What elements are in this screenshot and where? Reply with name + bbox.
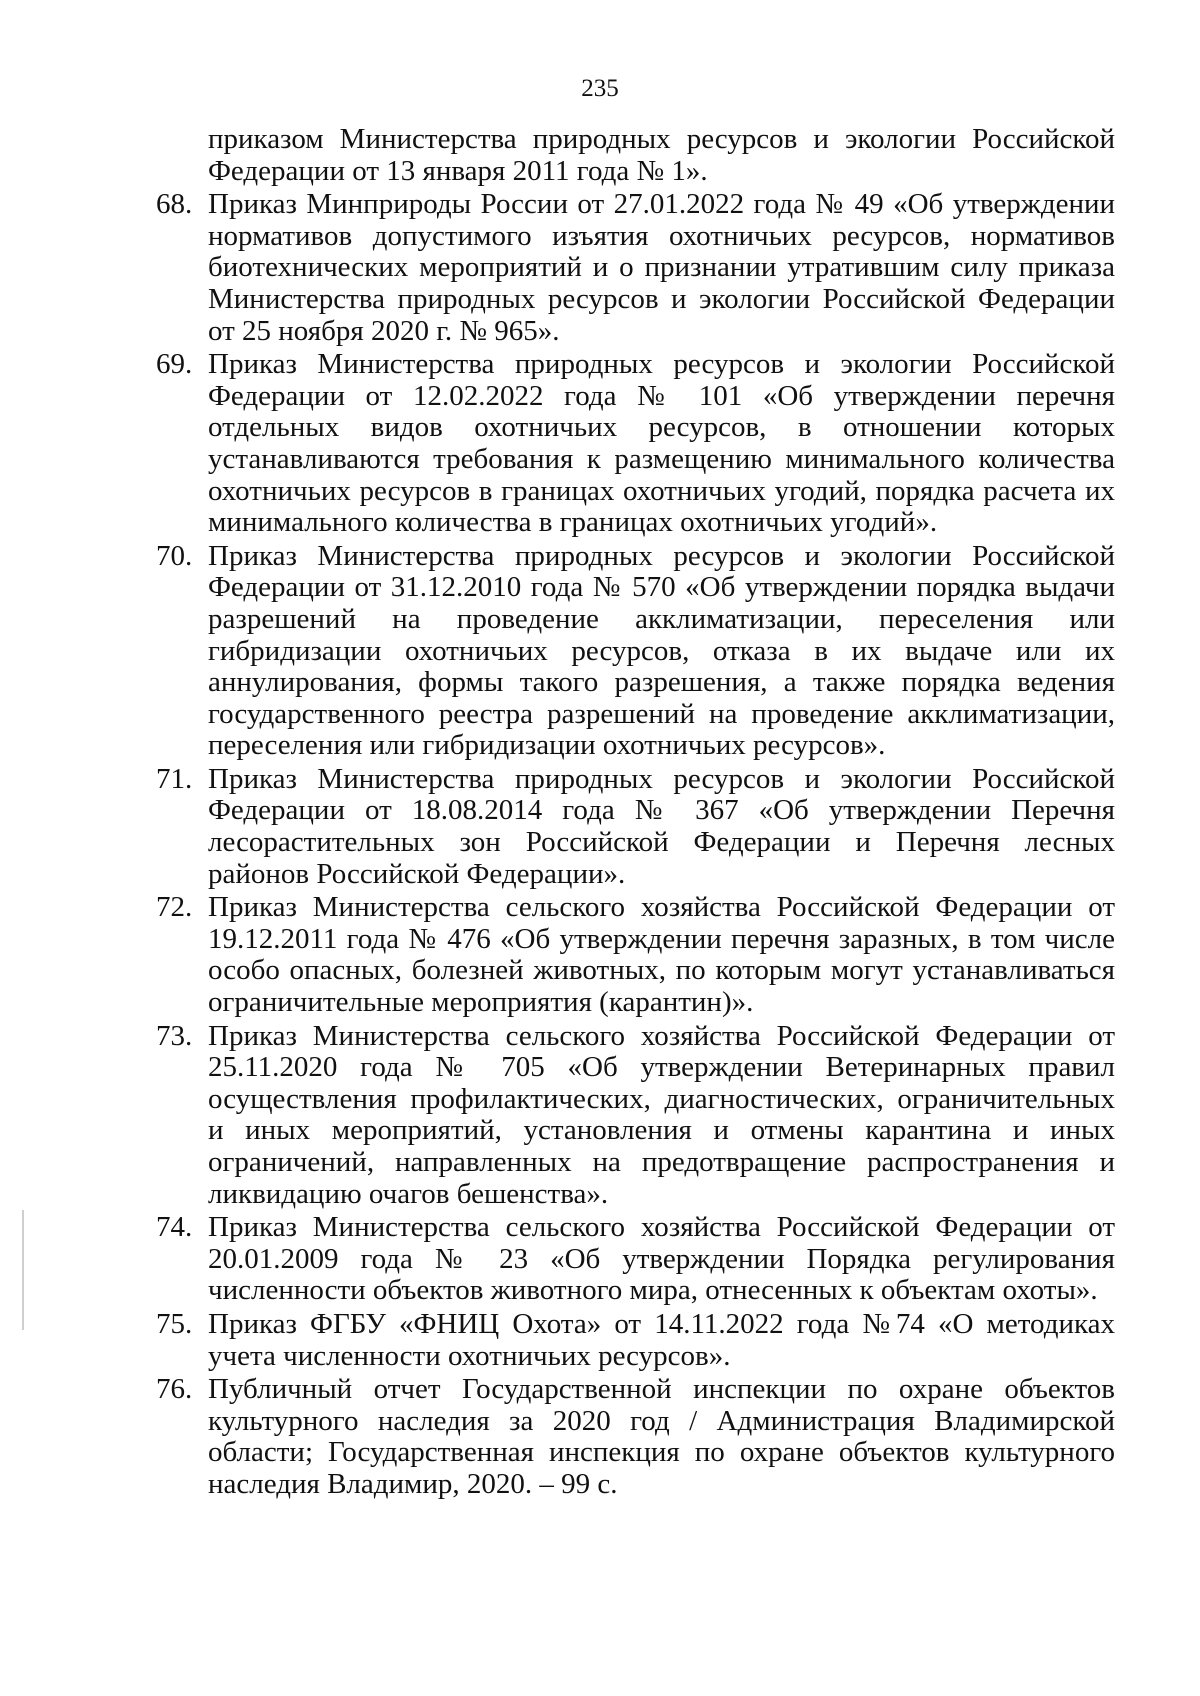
list-item-73 <box>156 1019 1115 1211</box>
list-item-continuation <box>208 124 1115 187</box>
list-item-69 <box>156 348 1115 539</box>
list-item-75 <box>156 1307 1115 1372</box>
scan-margin-mark <box>22 1210 24 1330</box>
list-item-70 <box>156 539 1115 762</box>
page-number: 235 <box>581 75 619 102</box>
list-item-text: Публичный отчет Государственной инспекции по охране объектов культурного наследия за 2020 год / Администрация Владимирской области; Государственная инспекция по охране объектов культурного наследия Владимир, 2020. – 99 с. <box>208 1373 1115 1500</box>
list-item-text: Приказ Министерства природных ресурсов и экологии Российской Федерации от 18.08.2014 года № 367 «Об утверждении Перечня лесорастительных зон Российской Федерации и Перечня лесных районов Российской Федерации». <box>208 762 1115 890</box>
list-item-number: 71. <box>156 762 193 795</box>
list-item-text: Приказ ФГБУ «ФНИЦ Охота» от 14.11.2022 года №74 «О методиках учета численности охотничьих ресурсов». <box>208 1307 1115 1372</box>
list-item-72 <box>156 891 1115 1019</box>
list-item-68 <box>156 188 1115 347</box>
list-item-number: 73. <box>156 1019 193 1052</box>
list-item-number: 72. <box>156 891 193 924</box>
list-item-number: 70. <box>156 539 193 572</box>
list-item-71 <box>156 762 1115 890</box>
list-item-76 <box>156 1373 1115 1500</box>
list-item-text: приказом Министерства природных ресурсов и экологии Российской Федерации от 13 января 2011 года № 1». <box>208 123 1115 187</box>
list-item-text: Приказ Министерства сельского хозяйства Российской Федерации от 25.11.2020 года № 705 «Об утверждении Ветеринарных правил осуществления профилактических, диагностических, ограничительных и иных мероприятий, установления и отмены карантина и иных ограничений, направленных на предотвращение распространения и ликвидацию очагов бешенства». <box>208 1019 1115 1210</box>
list-item-74 <box>156 1211 1115 1307</box>
list-item-text: Приказ Министерства природных ресурсов и экологии Российской Федерации от 31.12.2010 года № 570 «Об утверждении порядка выдачи разрешений на проведение акклиматизации, переселения или гибридизации охотничьих ресурсов, отказа в их выдаче или их аннулирования, формы такого разрешения, а также порядка ведения государственного реестра разрешений на проведение акклиматизации, переселения или гибридизации охотничьих ресурсов». <box>208 539 1115 762</box>
list-item-number: 69. <box>156 348 193 381</box>
list-item-text: Приказ Министерства природных ресурсов и экологии Российской Федерации от 12.02.2022 года № 101 «Об утверждении перечня отдельных видов охотничьих ресурсов, в отношении которых устанавливаются требования к размещению минимального количества охотничьих ресурсов в границах охотничьих угодий, порядка расчета их минимального количества в границах охотничьих угодий». <box>208 348 1115 539</box>
list-item-text: Приказ Министерства сельского хозяйства Российской Федерации от 19.12.2011 года № 476 «Об утверждении перечня заразных, в том числе особо опасных, болезней животных, по которым могут устанавливаться ограничительные мероприятия (карантин)». <box>208 891 1115 1019</box>
list-item-number: 75. <box>156 1307 193 1340</box>
list-item-text: Приказ Минприроды России от 27.01.2022 года № 49 «Об утверждении нормативов допустимого изъятия охотничьих ресурсов, нормативов биотехнических мероприятий и о признании утратившим силу приказа Министерства природных ресурсов и экологии Российской Федерации от 25 ноября 2020 г. № 965». <box>208 188 1115 347</box>
list-item-number: 74. <box>156 1211 193 1244</box>
list-item-number: 68. <box>156 188 193 221</box>
list-item-number: 76. <box>156 1373 193 1406</box>
list-item-text: Приказ Министерства сельского хозяйства Российской Федерации от 20.01.2009 года № 23 «Об утверждении Порядка регулирования численности объектов животного мира, отнесенных к объектам охоты». <box>208 1211 1115 1307</box>
bibliography-list <box>156 123 1115 1501</box>
